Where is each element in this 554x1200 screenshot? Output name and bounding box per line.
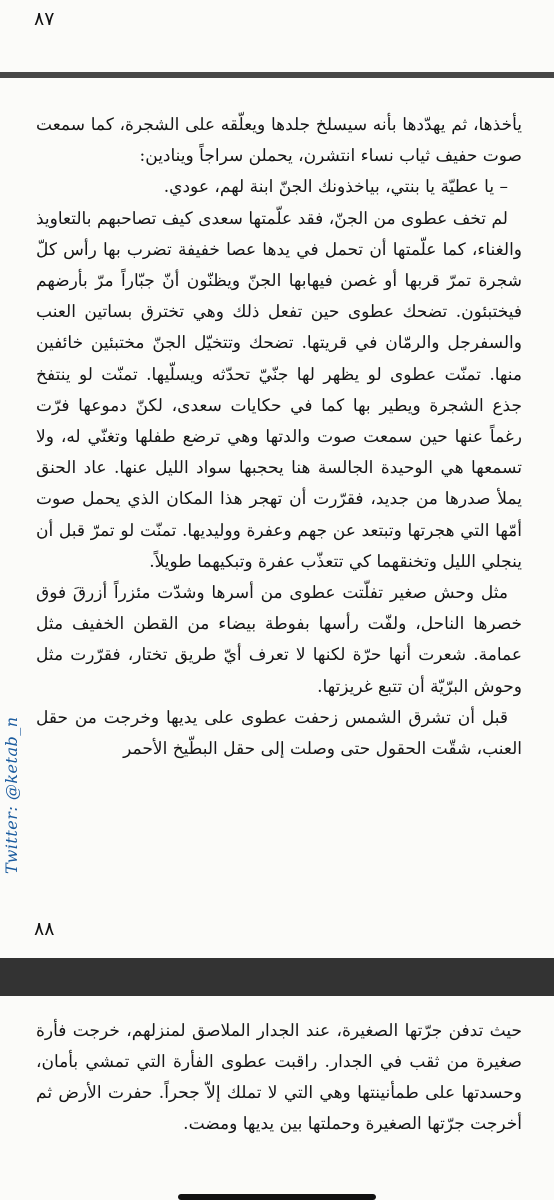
paragraph: مثل وحش صغير تفلّتت عطوى من أسرها وشدّت مئزراً أزرقَ فوق خصرها الناحل، ولفّت رأسها بفوطة بيضاء من القطن الخفيف مثل عمامة. شعرت أنها حرّة لكنها لا تعرف أيّ طريق تختار، فقرّرت مثل وحوش البرّيّة أن تتبع غريزتها. (36, 583, 522, 697)
home-indicator[interactable] (178, 1194, 376, 1200)
page-number-top: ٨٧ (34, 8, 55, 30)
dialogue-line: – يا عطيّة يا بنتي، بياخذونك الجنّ ابنة لهم، عودي. (163, 177, 508, 198)
page-body-text (36, 110, 522, 765)
next-page-text (36, 1016, 522, 1140)
twitter-watermark: Twitter: @ketab_n (2, 716, 21, 874)
page-divider (0, 958, 554, 998)
paragraph: يأخذها، ثم يهدّدها بأنه سيسلخ جلدها ويعلّقه على الشجرة، كما سمعت صوت حفيف ثياب نساء انتشرن، يحملن سراجاً وينادين: (36, 115, 522, 167)
page-number-bottom: ٨٨ (34, 918, 55, 940)
paragraph: حيث تدفن جرّتها الصغيرة، عند الجدار الملاصق لمنزلهم، خرجت فأرة صغيرة من ثقب في الجدار. راقبت عطوى الفأرة التي تمشي بأمان، وحسدتها على طمأنينتها وهي التي لا تملك إلاّ جحراً. حفرت الأرض ثم أخرجت جرّتها الصغيرة وحملتها بين يديها ومضت. (36, 1021, 522, 1134)
paragraph: قبل أن تشرق الشمس زحفت عطوى على يديها وخرجت من حقل العنب، شقّت الحقول حتى وصلت إلى حقل البطّيخ الأحمر (36, 707, 522, 760)
previous-page-bottom (0, 0, 554, 78)
paragraph: لم تخف عطوى من الجنّ، فقد علّمتها سعدى كيف تصاحبهم بالتعاويذ والغناء، كما علّمتها أن تحمل في يدها عصا خفيفة تضرب بها رأس كلّ شجرة تمرّ قربها أو غصن فيهابها الجنّ ويظنّون أنّ جبّاراً مرّ بأرضهم فيختبئون. تضحك عطوى حين تفعل ذلك وهي تخترق بساتين العنب والسفرجل والرمّان في قريتها. تضحك وتتخيّل الجنّ مختبئين خائفين منها. تمنّت عطوى لو يظهر لها جنّيّ تحدّثه ويسلّيها. تمنّت لو ينتفخ جذع الشجرة ويطير بها كما في حكايات سعدى، لكنّ دموعها فرّت رغماً عنها حين سمعت صوت والدتها وهي ترضع طفلها وتغنّي له، ولا تسمعها هي الوحيدة الجالسة هنا يحجبها سواد الليل عنها. عاد الحنق يملأ صدرها من جديد، فقرّرت أن تهجر هذا المكان الذي يحمل صوت أمّها التي هجرتها وتبتعد عن جهم وعفرة ووليديها. تمنّت لو تمرّ قبل أن ينجلي الليل وتخنقهما كي تتعذّب عفرة وتبكيهما طويلاً. (36, 208, 522, 572)
